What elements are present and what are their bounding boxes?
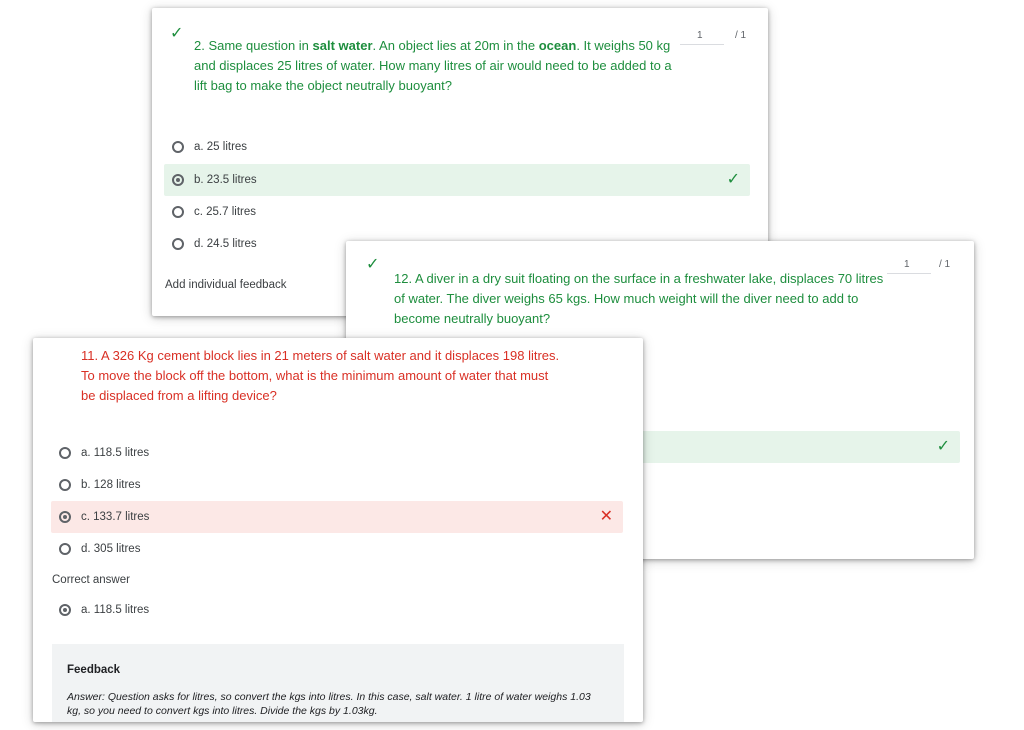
- check-icon: ✓: [726, 171, 740, 188]
- radio-icon[interactable]: [172, 141, 184, 153]
- option-d[interactable]: [51, 533, 623, 565]
- option-label: d. 305 litres: [81, 543, 141, 555]
- radio-icon[interactable]: [172, 238, 184, 250]
- score-value: 1: [904, 259, 910, 270]
- option-label: c. 25.7 litres: [194, 206, 256, 218]
- radio-icon[interactable]: [59, 479, 71, 491]
- option-b[interactable]: [51, 469, 623, 501]
- option-b[interactable]: [164, 164, 750, 196]
- check-icon: ✓: [366, 256, 380, 273]
- feedback-text: Answer: Question asks for litres, so convert the kgs into litres. In this case, salt water. 1 litre of water weighs 1.03 kg, so you need to convert kgs into litres. Divide the kgs by 1.03kg.: [67, 691, 591, 717]
- question-text: 11. A 326 Kg cement block lies in 21 meters of salt water and it displaces 198 litres. To move the block off the bottom, what is the minimum amount of water that must be displaced from a lifting device?: [81, 348, 560, 403]
- option-label: b. 23.5 litres: [194, 174, 257, 186]
- radio-icon[interactable]: [59, 543, 71, 555]
- correct-answer: [51, 594, 451, 626]
- correct-answer-heading: Correct answer: [52, 574, 130, 586]
- radio-icon[interactable]: [172, 206, 184, 218]
- question-card-11: [33, 338, 643, 722]
- option-c[interactable]: [51, 501, 623, 533]
- radio-icon[interactable]: [59, 447, 71, 459]
- correct-answer-label: a. 118.5 litres: [81, 604, 150, 616]
- score-value: 1: [697, 30, 703, 41]
- add-feedback-link[interactable]: Add individual feedback: [165, 279, 287, 291]
- score-underline: [680, 44, 724, 45]
- question-text: 2. Same question in salt water. An object lies at 20m in the ocean. It weighs 50 kg and displaces 25 litres of water. How many litres of air would need to be added to a lift bag to make the object neutrally buoyant?: [194, 38, 672, 93]
- feedback-title: Feedback: [67, 664, 121, 676]
- radio-icon: [59, 604, 71, 616]
- radio-icon[interactable]: [59, 511, 71, 523]
- check-icon: ✓: [936, 438, 950, 455]
- option-label: d. 24.5 litres: [194, 238, 257, 250]
- question-text: 12. A diver in a dry suit floating on the surface in a freshwater lake, displaces 70 litres of water. The diver weighs 65 kgs. How much weight will the diver need to add to become neutrally buoyant?: [394, 271, 884, 326]
- option-c[interactable]: [164, 196, 750, 228]
- option-label: b. 128 litres: [81, 479, 141, 491]
- check-icon: ✓: [170, 25, 184, 42]
- option-label: c. 133.7 litres: [81, 511, 150, 523]
- close-icon: ✕: [599, 508, 613, 525]
- option-label: a. 25 litres: [194, 141, 248, 153]
- option-a[interactable]: [164, 131, 750, 163]
- feedback-box: [52, 644, 624, 722]
- score-total: / 1: [735, 30, 747, 41]
- score-total: / 1: [939, 259, 951, 270]
- option-label: a. 118.5 litres: [81, 447, 150, 459]
- option-a[interactable]: [51, 437, 623, 469]
- radio-icon[interactable]: [172, 174, 184, 186]
